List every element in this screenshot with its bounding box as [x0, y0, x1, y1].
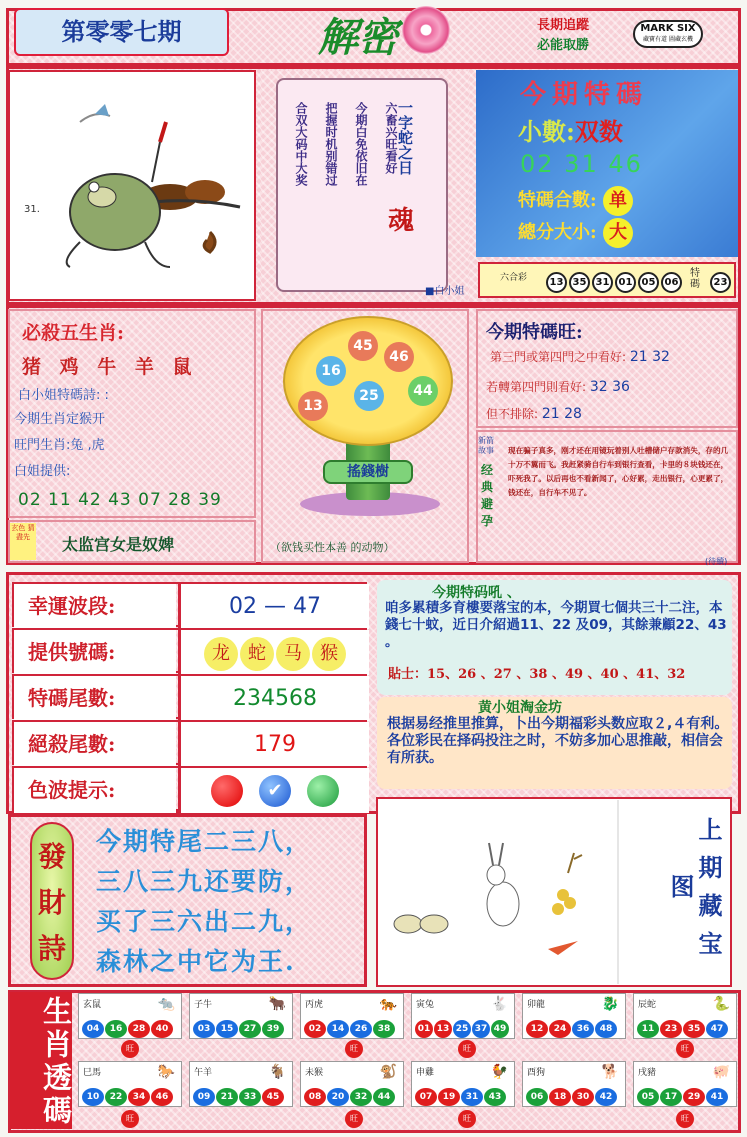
tema-label: 特碼	[690, 268, 700, 290]
treasure-divider	[617, 800, 619, 984]
tree-ball: 46	[384, 342, 414, 372]
hx-text: 根据易经推里推算，卜出今期福彩头数应取２,４有利。各位彩民在择码投注之时，不妨多加心思推敲，相信会有所获。	[387, 716, 729, 766]
logo-title: 解密	[318, 14, 398, 61]
hx-title: 黄小姐淘金坊	[478, 700, 562, 716]
zodiac-number-ball: 16	[105, 1020, 127, 1038]
zodiac-number-ball: 41	[706, 1088, 728, 1106]
tree-ball: 25	[354, 381, 384, 411]
zodiac-balls	[637, 1016, 735, 1038]
tail-label: 特碼尾數:	[14, 676, 176, 721]
zodiac-number-ball: 05	[637, 1088, 659, 1106]
scroll-column-3: 把握时机别错过	[324, 102, 338, 186]
zodiac-balls	[304, 1016, 402, 1038]
zodiac-number-ball: 34	[128, 1088, 150, 1106]
zodiac-number-ball: 12	[526, 1020, 548, 1038]
poem-line-1: 今期特尾二三八，	[96, 827, 313, 856]
color-balls	[178, 768, 369, 813]
zodiac-chip: 猴	[312, 637, 346, 671]
kill-tail-label: 絕殺尾數:	[14, 722, 176, 767]
scroll-big-char: 魂	[388, 206, 415, 236]
scroll-column-2: 今期白免依旧在	[354, 102, 368, 186]
wang-line-3-text: 但不排除:	[486, 407, 539, 421]
zodiac-chip: 龙	[204, 637, 238, 671]
wang-badge: 旺	[345, 1110, 363, 1128]
small-label: 小數:	[518, 117, 575, 146]
zodiac-number-ball: 20	[327, 1088, 349, 1106]
zodiac-name: 酉狗	[527, 1068, 546, 1078]
zodiac-balls	[526, 1016, 624, 1038]
wang-badge: 旺	[458, 1040, 476, 1058]
zodiac-balls	[415, 1016, 513, 1038]
zodiac-balls	[304, 1084, 402, 1106]
zodiac-animal-icon: 🐒	[379, 1064, 397, 1080]
zodiac-animal-icon: 🐉	[601, 996, 619, 1012]
zodiac-number-ball: 39	[262, 1020, 284, 1038]
green-ball-icon	[307, 775, 339, 807]
scroll-vertical-text: 一字蛇之日	[396, 100, 414, 175]
zodiac-balls	[193, 1084, 291, 1106]
zodiac-balls	[193, 1016, 291, 1038]
zodiac-card	[411, 1061, 515, 1107]
wang-line-1-text: 第三門或第四門之中看好:	[490, 350, 627, 364]
zodiac-number-ball: 37	[472, 1020, 490, 1038]
zodiac-number-ball: 47	[706, 1020, 728, 1038]
zodiac-balls	[415, 1084, 513, 1106]
size-label: 總分大小:	[518, 222, 597, 243]
lucky-value: 02 — 47	[178, 584, 369, 629]
eunuch-tag: 玄色 猜 盡先	[10, 523, 36, 560]
zodiac-number-ball: 01	[415, 1020, 433, 1038]
zodiac-number-ball: 07	[415, 1088, 437, 1106]
tail-value: 234568	[178, 676, 369, 721]
sum-label: 特碼合數:	[518, 190, 597, 211]
wang-badge: 旺	[121, 1110, 139, 1128]
small-number-line	[518, 112, 623, 147]
zodiac-animal-icon: 🐐	[268, 1064, 286, 1080]
lottery-ball: 13	[546, 272, 567, 293]
zodiac-card	[300, 993, 404, 1039]
poem-badge	[30, 822, 74, 980]
wang-line-1-nums: 21 32	[629, 349, 670, 365]
slogan-line-1: 長期追蹤	[537, 18, 590, 33]
zodiac-name: 辰蛇	[638, 1000, 657, 1010]
kill-numbers: 02 11 42 43 07 28 39	[18, 490, 222, 510]
disc-icon	[402, 6, 450, 54]
zodiac-card	[78, 1061, 182, 1107]
zodiac-number-ball: 46	[151, 1088, 173, 1106]
treasure-vertical: 上期藏宝图	[666, 817, 723, 969]
wang-line-3-nums: 21 28	[541, 406, 582, 422]
frog-illustration	[8, 70, 256, 301]
poem-badge-text: 發財詩	[37, 840, 66, 965]
zodiac-number-ball: 40	[151, 1020, 173, 1038]
tree-caption: （欲钱买性本善 的动物）	[270, 541, 395, 554]
zodiac-number-ball: 18	[549, 1088, 571, 1106]
zodiac-chips	[178, 630, 369, 675]
zodiac-badge: 生肖透碼	[10, 992, 72, 1129]
scroll-column-4: 合双大码中大奖	[294, 102, 308, 186]
zodiac-card	[633, 993, 737, 1039]
provide-row	[12, 628, 367, 673]
brand-name: MARK SIX	[640, 23, 696, 34]
wang-badge: 旺	[345, 1040, 363, 1058]
svg-text:31.: 31.	[24, 204, 40, 215]
tail-row	[12, 674, 367, 719]
special-title: 今期特碼	[520, 80, 649, 110]
zodiac-balls	[526, 1084, 624, 1106]
zodiac-card	[78, 993, 182, 1039]
zodiac-number-ball: 33	[239, 1088, 261, 1106]
zodiac-number-ball: 21	[216, 1088, 238, 1106]
story-vertical: 经典避孕	[481, 463, 494, 528]
zodiac-number-ball: 44	[373, 1088, 395, 1106]
color-row	[12, 766, 367, 811]
poem-scroll	[276, 78, 448, 292]
zodiac-number-ball: 38	[373, 1020, 395, 1038]
zodiac-card	[522, 993, 626, 1039]
slogan-line-2: 必能取勝	[537, 38, 590, 53]
wang-line-2	[486, 378, 630, 395]
zodiac-number-ball: 10	[82, 1088, 104, 1106]
issue-badge	[14, 8, 229, 56]
zodiac-animal-icon: 🐎	[157, 1064, 175, 1080]
zodiac-number-ball: 17	[660, 1088, 682, 1106]
zodiac-number-ball: 24	[549, 1020, 571, 1038]
zodiac-number-ball: 29	[683, 1088, 705, 1106]
tree-sign: 搖錢樹	[323, 460, 413, 484]
zodiac-number-ball: 35	[683, 1020, 705, 1038]
kill-title: 必殺五生肖:	[22, 322, 125, 344]
kill-animals: 猪 鸡 牛 羊 鼠	[22, 356, 198, 378]
sum-line	[518, 186, 633, 216]
zodiac-balls	[82, 1084, 180, 1106]
zodiac-name: 午羊	[194, 1068, 213, 1078]
zodiac-card	[522, 1061, 626, 1107]
zodiac-animal-icon: 🐍	[712, 996, 730, 1012]
zodiac-number-ball: 19	[438, 1088, 460, 1106]
lottery-label: 六合彩	[500, 273, 528, 283]
zodiac-number-ball: 08	[304, 1088, 326, 1106]
tree-ball: 44	[408, 376, 438, 406]
wang-badge: 旺	[121, 1040, 139, 1058]
zodiac-number-ball: 49	[491, 1020, 509, 1038]
zodiac-number-ball: 31	[461, 1088, 483, 1106]
zodiac-card	[189, 993, 293, 1039]
continued-mark: (待續)	[705, 557, 728, 566]
zodiac-number-ball: 43	[484, 1088, 506, 1106]
tm-text: 咱多累積多育樓要落宝的本，今期買七個共三十二注，本錢七十蚊，近日介紹過11、22 及09，其餘兼顧22、43 。	[385, 600, 727, 650]
zodiac-name: 巳馬	[83, 1068, 102, 1078]
wang-line-1	[490, 348, 670, 365]
zodiac-number-ball: 32	[350, 1088, 372, 1106]
zodiac-animal-icon: 🐅	[379, 996, 397, 1012]
zodiac-card	[411, 993, 515, 1039]
eunuch-text: 太监宫女是奴婢	[62, 535, 175, 554]
poem-line-4: 森林之中它为王.	[96, 947, 296, 976]
zodiac-number-ball: 02	[304, 1020, 326, 1038]
provide-label: 提供號碼:	[14, 630, 176, 675]
wang-badge: 旺	[676, 1110, 694, 1128]
zodiac-number-ball: 26	[350, 1020, 372, 1038]
zodiac-number-ball: 15	[216, 1020, 238, 1038]
zodiac-number-ball: 09	[193, 1088, 215, 1106]
tm-title: 今期特码吼 、	[432, 585, 521, 601]
lucky-label: 幸運波段:	[14, 584, 176, 629]
story-text: 现在骗子真多，刚才还在用镜玩着别人吐槽储户存款消失，存的几十万不翼而飞。我赶紧骑自行车到银行查看，卡里的８块钱还在，吓死我了。以后再也不看新闻了，心好累，走出银行，心更累了，钱还在，自行车不见了。	[508, 446, 729, 497]
poem-line-3: 买了三六出二九，	[96, 907, 313, 936]
zodiac-number-ball: 27	[239, 1020, 261, 1038]
zodiac-card	[633, 1061, 737, 1107]
blue-check-icon: ✔	[259, 775, 291, 807]
zodiac-balls	[82, 1016, 180, 1038]
zodiac-number-ball: 13	[434, 1020, 452, 1038]
zodiac-number-ball: 42	[595, 1088, 617, 1106]
zodiac-balls	[637, 1084, 735, 1106]
wang-title: 今期特碼旺:	[486, 322, 583, 343]
tree-ball: 16	[316, 356, 346, 386]
wang-line-3	[486, 405, 582, 422]
kill-tail-value: 179	[178, 722, 369, 767]
zodiac-animal-icon: 🐇	[490, 996, 508, 1012]
kill-line-3: 白姐提供:	[14, 464, 71, 479]
zodiac-number-ball: 14	[327, 1020, 349, 1038]
red-ball-icon	[211, 775, 243, 807]
zodiac-animal-icon: 🐀	[157, 996, 175, 1012]
zodiac-number-ball: 48	[595, 1020, 617, 1038]
wang-badge: 旺	[458, 1110, 476, 1128]
zodiac-name: 申雞	[416, 1068, 435, 1078]
zodiac-card	[189, 1061, 293, 1107]
wang-badge: 旺	[676, 1040, 694, 1058]
lottery-ball: 01	[615, 272, 636, 293]
zodiac-animal-icon: 🐖	[712, 1064, 730, 1080]
mark-six-logo	[633, 20, 703, 48]
small-value: 双数	[574, 117, 623, 146]
size-value: 大	[603, 218, 633, 248]
tm-numbers: 貼士：15、26 、27 、38 、49 、40 、41、32	[388, 667, 686, 682]
zodiac-number-ball: 06	[526, 1088, 548, 1106]
zodiac-number-ball: 11	[637, 1020, 659, 1038]
tema-ball: 23	[710, 272, 731, 293]
kill-line-1: 今期生肖定猴开	[14, 412, 106, 427]
zodiac-number-ball: 25	[453, 1020, 471, 1038]
special-numbers: 02 31 46	[520, 150, 643, 178]
wang-line-2-text: 若轉第四門則看好:	[486, 380, 587, 394]
zodiac-number-ball: 28	[128, 1020, 150, 1038]
zodiac-name: 寅兔	[416, 1000, 435, 1010]
lottery-ball: 31	[592, 272, 613, 293]
issue-number: 第零零七期	[61, 17, 182, 46]
wang-line-2-nums: 32 36	[589, 379, 630, 395]
scroll-mark: ■白小姐	[425, 286, 465, 297]
zodiac-chip: 蛇	[240, 637, 274, 671]
kill-poem-label: 白小姐特碼詩: :	[18, 388, 109, 403]
zodiac-number-ball: 30	[572, 1088, 594, 1106]
zodiac-chip: 马	[276, 637, 310, 671]
zodiac-name: 玄鼠	[83, 1000, 102, 1010]
zodiac-name: 未猴	[305, 1068, 324, 1078]
kill-line-2: 旺門生肖:兔 ,虎	[14, 438, 105, 453]
story-tag: 新箭 故事	[478, 436, 494, 455]
zodiac-card	[300, 1061, 404, 1107]
zodiac-number-ball: 04	[82, 1020, 104, 1038]
lucky-row	[12, 582, 367, 627]
tree-ball: 45	[348, 331, 378, 361]
lottery-ball: 05	[638, 272, 659, 293]
zodiac-name: 卯龍	[527, 1000, 546, 1010]
scroll-column-1: 六畜兴旺看好	[384, 102, 398, 174]
lottery-ball: 06	[661, 272, 682, 293]
zodiac-animal-icon: 🐂	[268, 996, 286, 1012]
zodiac-number-ball: 03	[193, 1020, 215, 1038]
poem-line-2: 三八三九还要防，	[96, 867, 313, 896]
zodiac-name: 丙虎	[305, 1000, 324, 1010]
brand-sub: 藏寶有道 圖藏玄機	[643, 36, 693, 43]
zodiac-number-ball: 22	[105, 1088, 127, 1106]
tree-ball: 13	[298, 391, 328, 421]
sum-value: 单	[603, 186, 633, 216]
zodiac-number-ball: 45	[262, 1088, 284, 1106]
color-label: 色波提示:	[14, 768, 176, 813]
zodiac-animal-icon: 🐕	[601, 1064, 619, 1080]
size-line	[518, 218, 633, 248]
kill-tail-row	[12, 720, 367, 765]
zodiac-number-ball: 36	[572, 1020, 594, 1038]
zodiac-number-ball: 23	[660, 1020, 682, 1038]
lottery-ball: 35	[569, 272, 590, 293]
zodiac-name: 戌豬	[638, 1068, 657, 1078]
zodiac-name: 子牛	[194, 1000, 213, 1010]
zodiac-animal-icon: 🐓	[490, 1064, 508, 1080]
